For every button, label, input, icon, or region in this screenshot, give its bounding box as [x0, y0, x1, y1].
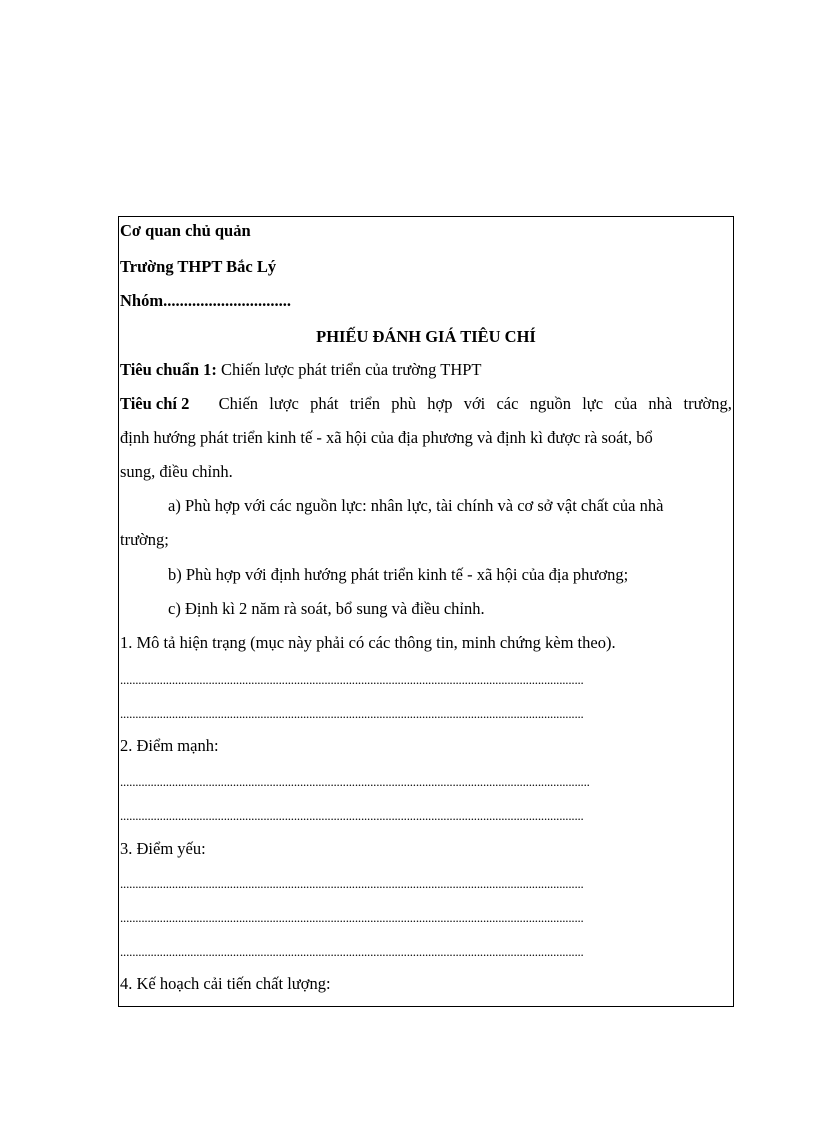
- dotted-answer-line: ..........................................................................................................................................................: [120, 775, 590, 789]
- criterion-line-2: định hướng phát triển kinh tế - xã hội của địa phương và định kì được rà soát, bổ: [120, 428, 653, 447]
- criterion-line-3: sung, điều chỉnh.: [120, 462, 233, 481]
- group-field: Nhóm...............................: [120, 291, 291, 310]
- section-improvement-plan: 4. Kế hoạch cải tiến chất lượng:: [120, 974, 331, 993]
- criterion-word: lực: [582, 394, 604, 413]
- requirement-a-cont: trường;: [120, 530, 169, 549]
- requirement-a: a) Phù hợp với các nguồn lực: nhân lực, tài chính và cơ sở vật chất của nhà: [168, 496, 664, 515]
- criterion-word: phát: [310, 394, 339, 413]
- criterion-word: các: [496, 394, 519, 413]
- criterion-word: của: [614, 394, 638, 413]
- criterion-word: phù: [391, 394, 416, 413]
- criterion-word: trường,: [683, 394, 732, 413]
- dotted-answer-line: ........................................................................................................................................................: [120, 809, 584, 823]
- agency-label: Cơ quan chủ quản: [120, 221, 251, 240]
- evaluation-form: [118, 216, 734, 1007]
- criterion-word: lược: [269, 394, 299, 413]
- criterion-word: nhà: [648, 394, 673, 413]
- section-current-status: 1. Mô tả hiện trạng (mục này phải có các thông tin, minh chứng kèm theo).: [120, 633, 616, 652]
- criterion-word: Chiến: [218, 394, 259, 413]
- standard-line: [120, 360, 482, 380]
- section-weaknesses: 3. Điểm yếu:: [120, 839, 206, 858]
- requirement-c: c) Định kì 2 năm rà soát, bổ sung và điều chỉnh.: [168, 599, 485, 618]
- criterion-line-1: [120, 394, 732, 414]
- section-strengths: 2. Điểm mạnh:: [120, 736, 219, 755]
- requirement-b: b) Phù hợp với định hướng phát triển kinh tế - xã hội của địa phương;: [168, 565, 629, 584]
- dotted-answer-line: ........................................................................................................................................................: [120, 877, 584, 891]
- form-title: PHIẾU ĐÁNH GIÁ TIÊU CHÍ: [316, 327, 536, 346]
- criterion-word: triển: [349, 394, 380, 413]
- dotted-answer-line: ........................................................................................................................................................: [120, 945, 584, 959]
- criterion-label: Tiêu chí 2: [120, 394, 190, 413]
- standard-text: Chiến lược phát triển của trường THPT: [221, 360, 482, 379]
- school-name: Trường THPT Bắc Lý: [120, 257, 277, 276]
- dotted-answer-line: ........................................................................................................................................................: [120, 707, 584, 721]
- criterion-word: nguồn: [529, 394, 571, 413]
- dotted-answer-line: ........................................................................................................................................................: [120, 673, 584, 687]
- dotted-answer-line: ........................................................................................................................................................: [120, 911, 584, 925]
- criterion-word: với: [463, 394, 486, 413]
- criterion-word: hợp: [427, 394, 453, 413]
- standard-label: Tiêu chuẩn 1:: [120, 360, 217, 379]
